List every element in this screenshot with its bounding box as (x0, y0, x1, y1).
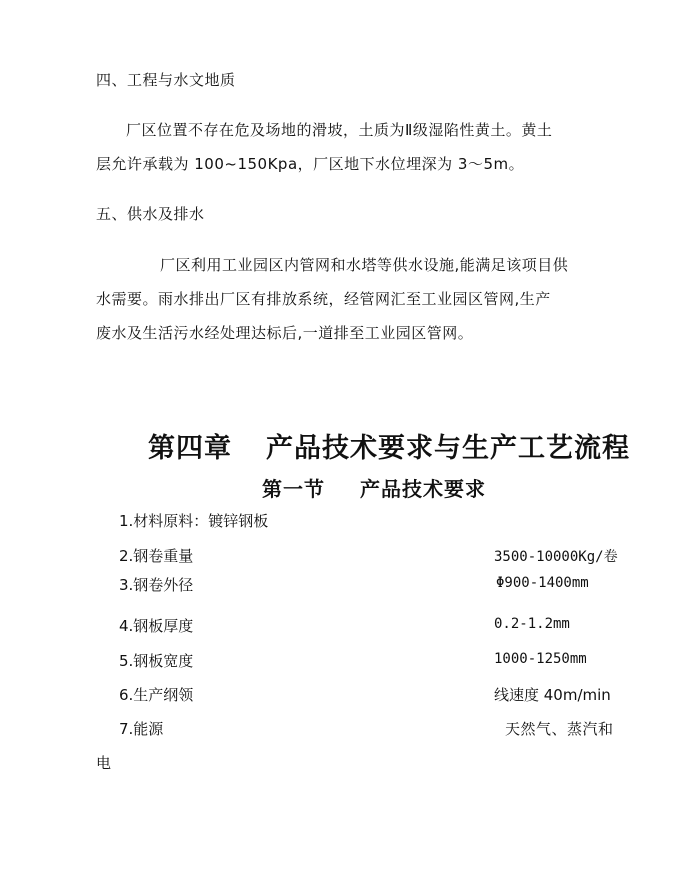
section-5-paragraph-line-3: 废水及生活污水经处理达标后,一道排至工业园区管网。 (96, 324, 474, 342)
spec-item-2-label: 2.钢卷重量 (119, 547, 194, 565)
spec-item-5-label: 5.钢板宽度 (119, 652, 194, 670)
spec-item-6-label: 6.生产纲领 (119, 686, 194, 704)
spec-item-2-value: 3500-10000Kg/卷 (494, 549, 618, 565)
chapter-title: 产品技术要求与生产工艺流程 (266, 433, 630, 464)
spec-item-3-value: Φ900-1400mm (496, 575, 589, 591)
section-5-heading: 五、供水及排水 (96, 205, 205, 223)
spec-item-1-label: 1.材料原料：镀锌钢板 (119, 512, 269, 530)
spec-item-7-value-wrap: 电 (96, 754, 112, 772)
section-4-heading: 四、工程与水文地质 (96, 71, 236, 89)
spec-item-7-label: 7.能源 (119, 720, 164, 738)
chapter-number: 第四章 (148, 433, 232, 464)
spec-item-6-value: 线速度 40m/min (494, 686, 611, 704)
spec-item-5-value: 1000-1250mm (494, 651, 587, 667)
spec-item-7-value: 天然气、蒸汽和 (505, 720, 614, 738)
spec-item-4-label: 4.钢板厚度 (119, 617, 194, 635)
section-4-paragraph-line-1: 厂区位置不存在危及场地的滑坡，土质为Ⅱ级湿陷性黄土。黄土 (126, 121, 553, 139)
section-number: 第一节 (262, 477, 325, 501)
spec-item-3-label: 3.钢卷外径 (119, 576, 194, 594)
spec-item-4-value: 0.2-1.2mm (494, 616, 570, 632)
section-5-paragraph-line-1: 厂区利用工业园区内管网和水塔等供水设施,能满足该项目供 (160, 256, 569, 274)
section-5-paragraph-line-2: 水需要。雨水排出厂区有排放系统，经管网汇至工业园区管网,生产 (96, 290, 551, 308)
section-4-paragraph-line-2: 层允许承载为 100~150Kpa，厂区地下水位埋深为 3～5m。 (96, 155, 525, 173)
section-title: 产品技术要求 (360, 477, 486, 501)
